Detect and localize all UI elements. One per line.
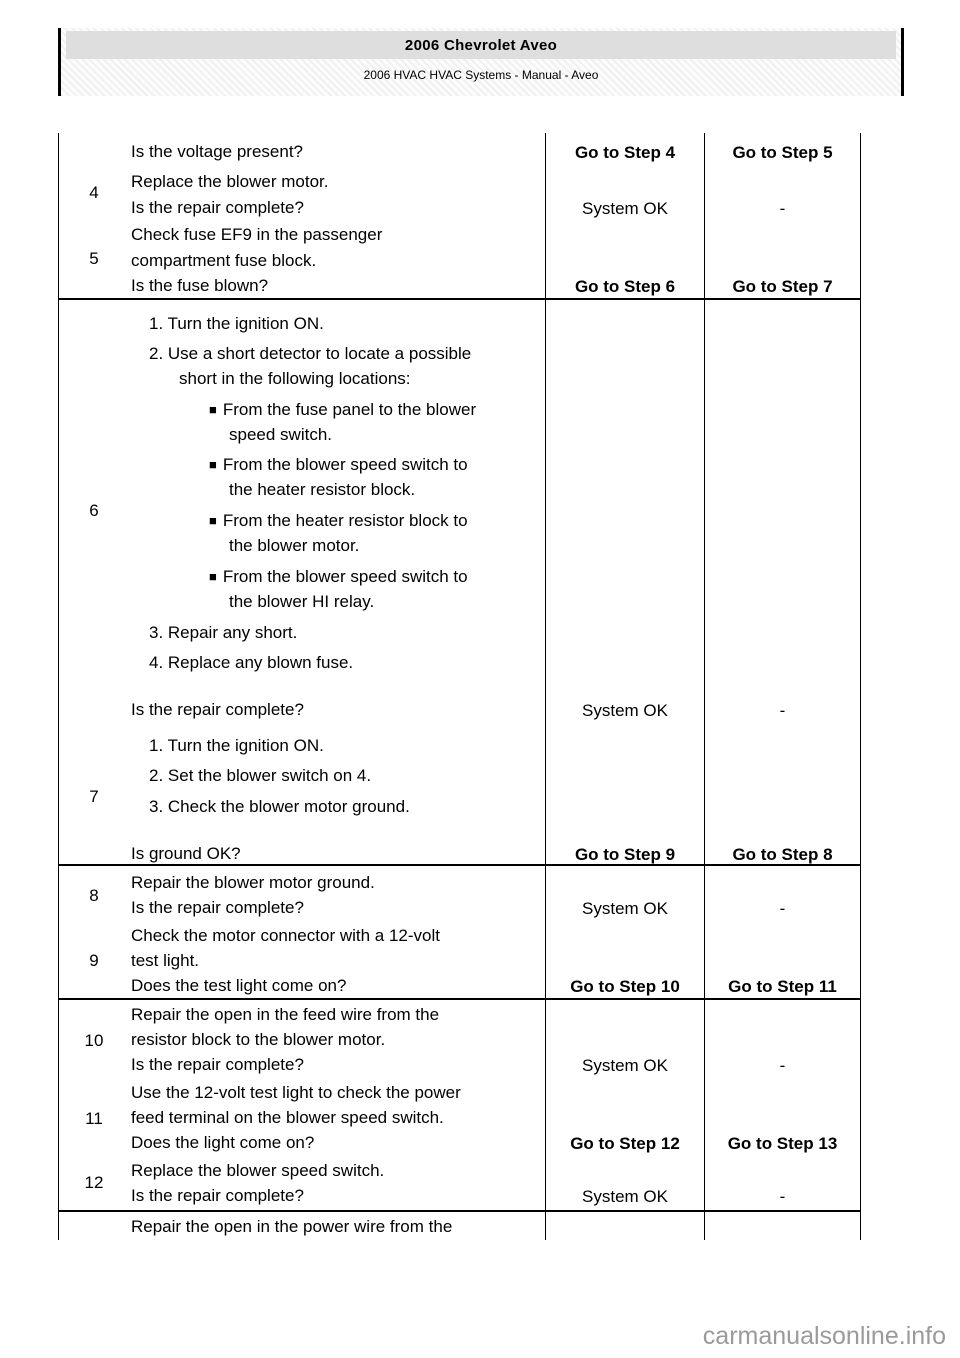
step-5-number: 5 [89, 249, 99, 268]
step-9-action-line1: Check the motor connector with a 12-volt [131, 926, 440, 945]
step-6-bullet-text: From the blower speed switch to [222, 567, 468, 586]
step-5-no-result: Go to Step 7 [732, 277, 833, 296]
step-7-number: 7 [89, 787, 99, 806]
step-6-bullet-cont: the blower motor. [229, 536, 360, 555]
step-12-no-result: - [779, 1187, 786, 1206]
header-subtitle: 2006 HVAC HVAC Systems - Manual - Aveo [363, 68, 599, 82]
step-6-bullet-cont: speed switch. [229, 425, 332, 444]
step-3-question: Is the voltage present? [131, 142, 304, 161]
step-11-number: 11 [85, 1109, 103, 1128]
step-6-bullet-cont: the blower HI relay. [229, 592, 375, 611]
step-6-question: Is the repair complete? [131, 700, 304, 719]
diagnostic-table [58, 133, 861, 1240]
bullet-icon: ■ [209, 457, 217, 472]
step-4-no-result: - [779, 199, 786, 218]
step-7-list-item: 3. Check the blower motor ground. [149, 797, 410, 816]
step-6-no-result: - [779, 701, 786, 720]
step-5-action-line1: Check fuse EF9 in the passenger [131, 225, 383, 244]
step-4-yes-result: System OK [582, 199, 668, 218]
step-6-list-item: 1. Turn the ignition ON. [149, 314, 324, 333]
step-6-bullet-cont: the heater resistor block. [229, 480, 416, 499]
step-8-action: Repair the blower motor ground. [131, 873, 375, 892]
step-10-no-result: - [779, 1056, 786, 1075]
step-7-list-item: 1. Turn the ignition ON. [149, 736, 324, 755]
step-11-no-result: Go to Step 13 [727, 1134, 838, 1153]
bullet-icon: ■ [209, 513, 217, 528]
step-5-question: Is the fuse blown? [131, 276, 269, 295]
watermark: carmanualsonline.info [702, 1322, 946, 1350]
step-10-action-line2: resistor block to the blower motor. [131, 1030, 386, 1049]
step-4-action: Replace the blower motor. [131, 172, 329, 191]
step-6-list-item: 3. Repair any short. [149, 623, 298, 642]
step-12-action: Replace the blower speed switch. [131, 1161, 385, 1180]
step-6-list-item: 4. Replace any blown fuse. [149, 653, 354, 672]
step-13-action-line1: Repair the open in the power wire from the [131, 1217, 453, 1236]
header-title: 2006 Chevrolet Aveo [66, 31, 896, 59]
step-6-bullet-text: From the heater resistor block to [222, 511, 468, 530]
row-separator [59, 1210, 860, 1212]
step-9-action-line2: test light. [131, 951, 200, 970]
step-6-bullet [209, 397, 476, 424]
step-6-bullet [209, 452, 468, 479]
step-7-no-result: Go to Step 8 [732, 845, 833, 864]
step-9-number: 9 [89, 951, 99, 970]
step-9-question: Does the test light come on? [131, 976, 347, 995]
step-9-no-result: Go to Step 11 [728, 977, 837, 996]
step-4-number: 4 [89, 183, 99, 202]
step-10-action-line1: Repair the open in the feed wire from the [131, 1005, 440, 1024]
step-11-yes-result: Go to Step 12 [570, 1134, 680, 1153]
step-6-bullet-text: From the blower speed switch to [222, 455, 468, 474]
step-9-yes-result: Go to Step 10 [570, 977, 680, 996]
step-8-number: 8 [89, 886, 99, 905]
step-5-action-line2: compartment fuse block. [131, 251, 317, 270]
step-6-yes-result: System OK [582, 701, 668, 720]
step-5-yes-result: Go to Step 6 [574, 277, 676, 296]
step-3-no-result: Go to Step 5 [732, 143, 833, 162]
step-11-question: Does the light come on? [131, 1133, 315, 1152]
step-6-list-item-cont: short in the following locations: [179, 369, 411, 388]
step-7-yes-result: Go to Step 9 [574, 845, 676, 864]
step-12-number: 12 [84, 1173, 104, 1192]
bullet-icon: ■ [209, 402, 217, 417]
document-header [58, 28, 904, 96]
step-8-no-result: - [779, 899, 786, 918]
step-6-number: 6 [89, 501, 99, 520]
step-11-action-line2: feed terminal on the blower speed switch. [131, 1108, 444, 1127]
step-10-question: Is the repair complete? [131, 1055, 304, 1074]
step-12-yes-result: System OK [582, 1187, 668, 1206]
step-7-question: Is ground OK? [131, 844, 241, 863]
step-8-yes-result: System OK [582, 899, 668, 918]
step-6-bullet [209, 508, 468, 535]
bullet-icon: ■ [209, 569, 217, 584]
step-3-yes-result: Go to Step 4 [574, 143, 676, 162]
step-12-question: Is the repair complete? [131, 1186, 304, 1205]
step-6-list-item: 2. Use a short detector to locate a possible [149, 344, 472, 363]
step-10-yes-result: System OK [582, 1056, 668, 1075]
step-6-bullet-text: From the fuse panel to the blower [222, 400, 477, 419]
step-8-question: Is the repair complete? [131, 898, 304, 917]
step-7-list-item: 2. Set the blower switch on 4. [149, 766, 372, 785]
step-6-bullet [209, 564, 468, 591]
step-10-number: 10 [84, 1031, 104, 1050]
step-4-question: Is the repair complete? [131, 198, 304, 217]
step-11-action-line1: Use the 12-volt test light to check the power [131, 1083, 461, 1102]
